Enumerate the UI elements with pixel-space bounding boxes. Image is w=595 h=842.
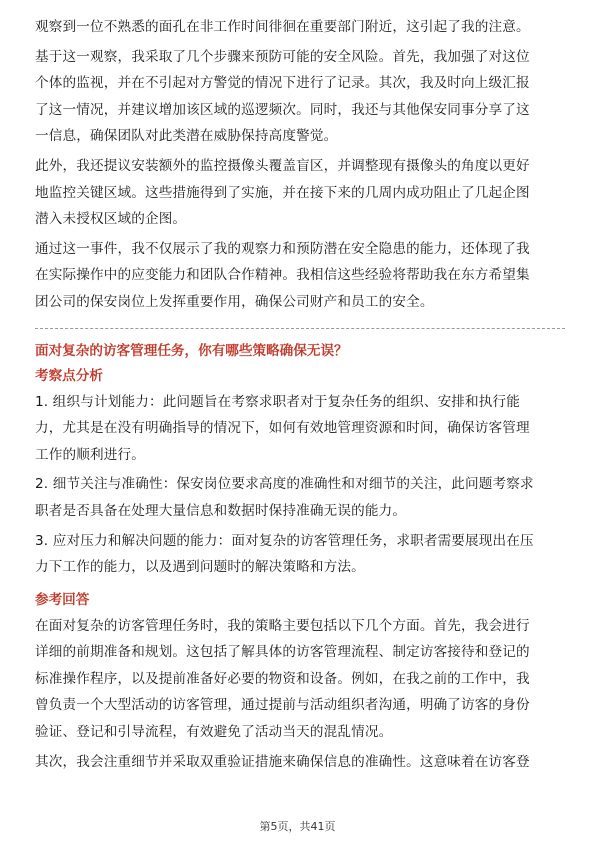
- text-line: 2. 细节关注与准确性：保安岗位要求高度的准确性和对细节的关注，此问题考察求: [35, 476, 534, 493]
- text-line: 此外，我还提议安装额外的监控摄像头覆盖盲区，并调整现有摄像头的角度以更好: [35, 157, 530, 174]
- paragraph: [35, 153, 565, 233]
- text-line: 验证、登记和引导流程，有效避免了活动当天的混乱情况。: [35, 724, 393, 741]
- text-line: 力，尤其是在没有明确指导的情况下，如何有效地管理资源和时间，确保访客管理: [35, 420, 530, 437]
- text-line: 团公司的保安岗位上发挥重要作用，确保公司财产和员工的安全。: [35, 293, 434, 310]
- page-footer: 第5页，共41页: [259, 820, 336, 833]
- text-line: 观察到一位不熟悉的面孔在非工作时间徘徊在重要部门附近，这引起了我的注意。: [35, 19, 530, 35]
- text-line: 标准操作程序，以及提前准备好必要的物资和设备。例如，在我之前的工作中，我: [35, 670, 530, 687]
- text-line: 曾负责一个大型活动的访客管理，通过提前与活动组织者沟通，明确了访客的身份: [35, 697, 530, 714]
- paragraph: [35, 14, 565, 41]
- paragraph: [35, 44, 565, 150]
- analysis-heading: 考察点分析: [35, 367, 103, 384]
- answer-section: [35, 613, 565, 776]
- text-line: 个体的监视，并在不引起对方警觉的情况下进行了记录。其次，我及时向上级汇报: [35, 75, 530, 92]
- document-page: [35, 14, 565, 778]
- text-line: 其次，我会注重细节并采取双重验证措施来确保信息的准确性。这意味着在访客登: [35, 753, 530, 770]
- section-divider: [35, 328, 565, 329]
- text-line: 3. 应对压力和解决问题的能力：面对复杂的访客管理任务，求职者需要展现出在压: [35, 532, 534, 549]
- analysis-item: [35, 389, 565, 469]
- paragraph: [35, 749, 565, 776]
- text-line: 职者是否具备在处理大量信息和数据时保持准确无误的能力。: [35, 502, 407, 519]
- text-line: 潜入未授权区域的企图。: [35, 211, 187, 228]
- text-line: 基于这一观察，我采取了几个步骤来预防可能的安全风险。首先，我加强了对这位: [35, 48, 530, 65]
- question-title: 面对复杂的访客管理任务，你有哪些策略确保无误？: [35, 342, 348, 359]
- text-line: 了这一情况，并建议增加该区域的巡逻频次。同时，我还与其他保安同事分享了这: [35, 101, 530, 118]
- text-line: 通过这一事件，我不仅展示了我的观察力和预防潜在安全隐患的能力，还体现了我: [35, 240, 530, 257]
- analysis-item: [35, 528, 565, 581]
- text-line: 工作的顺利进行。: [35, 446, 145, 463]
- text-line: 一信息，确保团队对此类潜在威胁保持高度警觉。: [35, 128, 338, 145]
- analysis-section: [35, 389, 565, 581]
- text-line: 在实际操作中的应变能力和团队合作精神。我相信这些经验将帮助我在东方希望集: [35, 267, 530, 284]
- text-line: 力下工作的能力，以及遇到问题时的解决策略和方法。: [35, 559, 365, 576]
- text-line: 详细的前期准备和规划。这包括了解具体的访客管理流程、制定访客接待和登记的: [35, 644, 530, 661]
- text-line: 1. 组织与计划能力：此问题旨在考察求职者对于复杂任务的组织、安排和执行能: [35, 393, 521, 410]
- intro-section: [35, 14, 565, 316]
- answer-heading: 参考回答: [35, 591, 90, 608]
- text-line: 在面对复杂的访客管理任务时，我的策略主要包括以下几个方面。首先，我会进行: [35, 617, 530, 634]
- analysis-item: [35, 471, 565, 524]
- paragraph: [35, 236, 565, 316]
- text-line: 地监控关键区域。这些措施得到了实施，并在接下来的几周内成功阻止了几起企图: [35, 184, 530, 201]
- paragraph: [35, 613, 565, 746]
